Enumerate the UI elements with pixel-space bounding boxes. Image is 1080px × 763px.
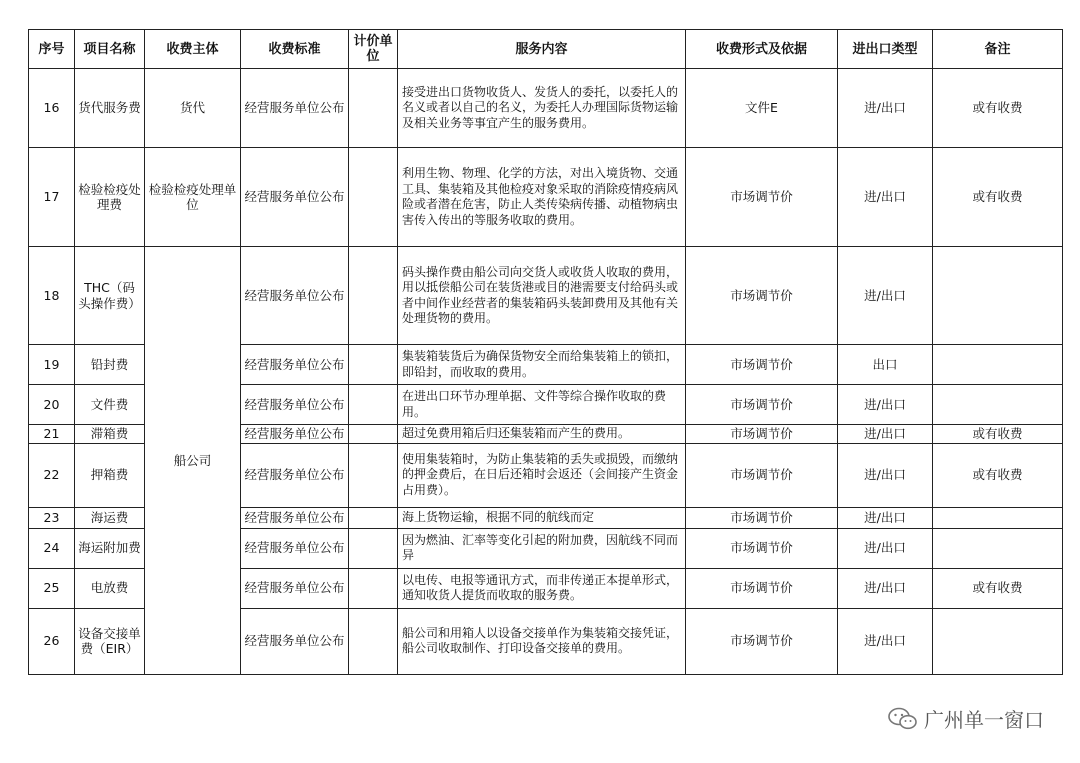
cell-fee-standard: 经营服务单位公布: [241, 507, 349, 528]
cell-remarks: [933, 528, 1063, 568]
cell-charge-form: 市场调节价: [686, 507, 838, 528]
cell-fee-standard: 经营服务单位公布: [241, 69, 349, 148]
table-row: [29, 148, 1063, 247]
cell-item-name: 文件费: [75, 385, 145, 425]
cell-pricing-unit: [349, 345, 398, 385]
cell-item-name: 海运附加费: [75, 528, 145, 568]
cell-pricing-unit: [349, 425, 398, 444]
cell-item-name: 押箱费: [75, 443, 145, 507]
table-row: [29, 247, 1063, 345]
cell-pricing-unit: [349, 568, 398, 608]
watermark: [888, 704, 1044, 733]
cell-item-name: 海运费: [75, 507, 145, 528]
table-row: [29, 69, 1063, 148]
cell-fee-standard: 经营服务单位公布: [241, 443, 349, 507]
cell-charging-entity: 船公司: [145, 247, 241, 675]
cell-remarks: 或有收费: [933, 425, 1063, 444]
cell-fee-standard: 经营服务单位公布: [241, 345, 349, 385]
wechat-icon: [888, 707, 918, 731]
cell-pricing-unit: [349, 507, 398, 528]
cell-seq: 17: [29, 148, 75, 247]
cell-remarks: 或有收费: [933, 148, 1063, 247]
cell-seq: 26: [29, 608, 75, 674]
cell-pricing-unit: [349, 385, 398, 425]
cell-pricing-unit: [349, 69, 398, 148]
cell-remarks: [933, 507, 1063, 528]
header-charge-form: 收费形式及依据: [686, 30, 838, 69]
cell-item-name: THC（码头操作费）: [75, 247, 145, 345]
cell-charge-form: 市场调节价: [686, 385, 838, 425]
watermark-text: 广州单一窗口: [924, 708, 1044, 732]
header-service-content: 服务内容: [398, 30, 686, 69]
cell-pricing-unit: [349, 247, 398, 345]
cell-charge-form: 市场调节价: [686, 425, 838, 444]
cell-charge-form: 市场调节价: [686, 528, 838, 568]
cell-seq: 18: [29, 247, 75, 345]
cell-charging-entity: 检验检疫处理单位: [145, 148, 241, 247]
cell-remarks: [933, 608, 1063, 674]
cell-remarks: [933, 345, 1063, 385]
cell-service-content: 集装箱装货后为确保货物安全而给集装箱上的锁扣，即铅封，而收取的费用。: [398, 345, 686, 385]
cell-service-content: 利用生物、物理、化学的方法，对出入境货物、交通工具、集装箱及其他检疫对象采取的消除疫情疫病风险或者潜在危害，防止人类传染病传播、动植物病虫害传入传出的等服务收取的费用。: [398, 148, 686, 247]
cell-ie-type: 进/出口: [838, 507, 933, 528]
cell-ie-type: 进/出口: [838, 69, 933, 148]
cell-seq: 16: [29, 69, 75, 148]
cell-ie-type: 进/出口: [838, 528, 933, 568]
cell-service-content: 使用集装箱时，为防止集装箱的丢失或损毁，而缴纳的押金费后，在日后还箱时会返还（会间接产生资金占用费）。: [398, 443, 686, 507]
cell-ie-type: 进/出口: [838, 385, 933, 425]
cell-charge-form: 市场调节价: [686, 608, 838, 674]
cell-pricing-unit: [349, 528, 398, 568]
cell-ie-type: 进/出口: [838, 568, 933, 608]
cell-item-name: 检验检疫处理费: [75, 148, 145, 247]
cell-charging-entity: 货代: [145, 69, 241, 148]
cell-item-name: 货代服务费: [75, 69, 145, 148]
cell-seq: 20: [29, 385, 75, 425]
cell-remarks: [933, 385, 1063, 425]
cell-service-content: 接受进出口货物收货人、发货人的委托，以委托人的名义或者以自己的名义，为委托人办理国际货物运输及相关业务等事宜产生的服务费用。: [398, 69, 686, 148]
cell-service-content: 船公司和用箱人以设备交接单作为集装箱交接凭证，船公司收取制作、打印设备交接单的费用。: [398, 608, 686, 674]
cell-service-content: 在进出口环节办理单据、文件等综合操作收取的费用。: [398, 385, 686, 425]
cell-fee-standard: 经营服务单位公布: [241, 247, 349, 345]
cell-seq: 25: [29, 568, 75, 608]
cell-fee-standard: 经营服务单位公布: [241, 608, 349, 674]
cell-seq: 24: [29, 528, 75, 568]
cell-service-content: 因为燃油、汇率等变化引起的附加费，因航线不同而异: [398, 528, 686, 568]
cell-ie-type: 进/出口: [838, 247, 933, 345]
cell-item-name: 电放费: [75, 568, 145, 608]
cell-pricing-unit: [349, 148, 398, 247]
cell-fee-standard: 经营服务单位公布: [241, 568, 349, 608]
cell-charge-form: 市场调节价: [686, 443, 838, 507]
cell-fee-standard: 经营服务单位公布: [241, 385, 349, 425]
cell-fee-standard: 经营服务单位公布: [241, 528, 349, 568]
header-fee-standard: 收费标准: [241, 30, 349, 69]
cell-seq: 21: [29, 425, 75, 444]
cell-ie-type: 进/出口: [838, 425, 933, 444]
cell-remarks: [933, 247, 1063, 345]
cell-charge-form: 市场调节价: [686, 345, 838, 385]
cell-ie-type: 进/出口: [838, 148, 933, 247]
cell-ie-type: 出口: [838, 345, 933, 385]
cell-service-content: 超过免费用箱后归还集装箱而产生的费用。: [398, 425, 686, 444]
fee-table: [28, 29, 1063, 675]
cell-service-content: 以电传、电报等通讯方式，而非传递正本提单形式，通知收货人提货而收取的服务费。: [398, 568, 686, 608]
cell-pricing-unit: [349, 608, 398, 674]
cell-seq: 19: [29, 345, 75, 385]
header-item-name: 项目名称: [75, 30, 145, 69]
cell-ie-type: 进/出口: [838, 608, 933, 674]
cell-fee-standard: 经营服务单位公布: [241, 148, 349, 247]
header-charging-entity: 收费主体: [145, 30, 241, 69]
cell-item-name: 滞箱费: [75, 425, 145, 444]
cell-ie-type: 进/出口: [838, 443, 933, 507]
cell-service-content: 海上货物运输，根据不同的航线而定: [398, 507, 686, 528]
cell-remarks: 或有收费: [933, 69, 1063, 148]
header-seq: 序号: [29, 30, 75, 69]
cell-remarks: 或有收费: [933, 443, 1063, 507]
cell-item-name: 铅封费: [75, 345, 145, 385]
cell-pricing-unit: [349, 443, 398, 507]
cell-item-name: 设备交接单费（EIR）: [75, 608, 145, 674]
cell-remarks: 或有收费: [933, 568, 1063, 608]
cell-charge-form: 文件E: [686, 69, 838, 148]
header-remarks: 备注: [933, 30, 1063, 69]
cell-service-content: 码头操作费由船公司向交货人或收货人收取的费用，用以抵偿船公司在装货港或目的港需要支付给码头或者中间作业经营者的集装箱码头装卸费用及其他有关处理货物的费用。: [398, 247, 686, 345]
cell-charge-form: 市场调节价: [686, 148, 838, 247]
header-row: [29, 30, 1063, 69]
cell-seq: 23: [29, 507, 75, 528]
header-ie-type: 进出口类型: [838, 30, 933, 69]
cell-charge-form: 市场调节价: [686, 247, 838, 345]
cell-fee-standard: 经营服务单位公布: [241, 425, 349, 444]
cell-charge-form: 市场调节价: [686, 568, 838, 608]
cell-seq: 22: [29, 443, 75, 507]
header-pricing-unit: 计价单位: [349, 30, 398, 69]
